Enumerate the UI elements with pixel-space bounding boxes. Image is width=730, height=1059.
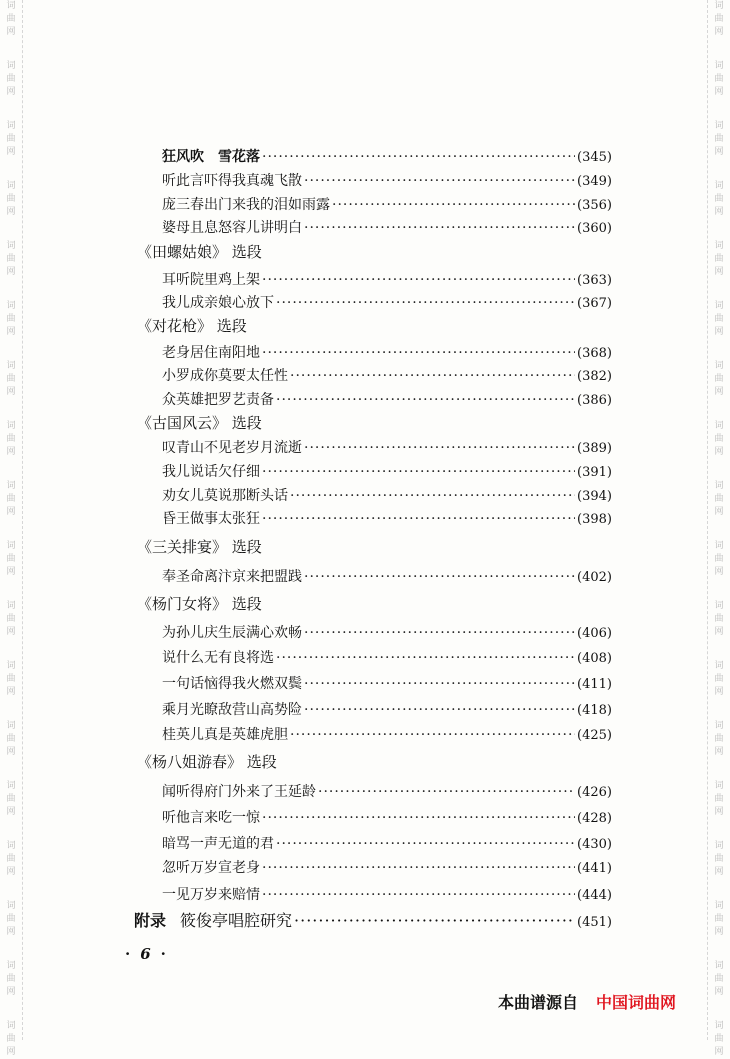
watermark-char: 曲: [714, 434, 724, 444]
watermark-char: 词: [6, 661, 16, 671]
toc-entry-title: 说什么无有良将选: [162, 650, 274, 666]
watermark-char: 词: [6, 721, 16, 731]
watermark-char: 词: [714, 601, 724, 611]
toc-entry-title: 昏王做事太张狂: [162, 511, 260, 527]
toc-entry[interactable]: [162, 342, 612, 362]
watermark-char: 网: [714, 387, 724, 397]
watermark-char: 词: [714, 61, 724, 71]
watermark-char: 词: [6, 901, 16, 911]
watermark-char: 曲: [714, 734, 724, 744]
watermark-char: 网: [6, 867, 16, 877]
toc-entry-title: 众英雄把罗艺责备: [162, 392, 274, 408]
toc-entry-title: 乘月光瞭敌营山高势险: [162, 702, 302, 718]
toc-entry[interactable]: [162, 269, 612, 289]
toc-entry-page: (444): [577, 888, 612, 903]
watermark-char: 网: [714, 807, 724, 817]
section-heading: 《对花枪》 选段: [137, 317, 247, 335]
watermark-char: 网: [6, 927, 16, 937]
watermark-char: 曲: [714, 974, 724, 984]
watermark-char: 词: [714, 181, 724, 191]
leader-dots: [290, 368, 575, 384]
toc-entry-title: 耳听院里鸡上架: [162, 272, 260, 288]
watermark-char: 网: [714, 267, 724, 277]
toc-entry[interactable]: [162, 485, 612, 505]
toc-entry-title: 奉圣命离汴京来把盟践: [162, 569, 302, 585]
watermark-char: 曲: [714, 494, 724, 504]
watermark-char: 词: [6, 301, 16, 311]
watermark-char: 网: [714, 567, 724, 577]
watermark-char: 曲: [714, 314, 724, 324]
watermark-char: 词: [714, 661, 724, 671]
toc-entry-page: (406): [577, 626, 612, 641]
watermark-char: 网: [6, 807, 16, 817]
watermark-char: 曲: [6, 974, 16, 984]
leader-dots: [304, 220, 575, 236]
toc-entry[interactable]: [162, 146, 612, 166]
leader-dots: [332, 197, 575, 213]
watermark-char: 网: [714, 867, 724, 877]
toc-entry-page: (402): [577, 570, 612, 585]
toc-entry-title: 桂英儿真是英雄虎胆: [162, 727, 288, 743]
watermark-char: 网: [714, 87, 724, 97]
watermark-char: 曲: [714, 794, 724, 804]
watermark-char: 网: [6, 447, 16, 457]
watermark-char: 曲: [6, 254, 16, 264]
leader-dots: [276, 836, 575, 852]
watermark-char: 网: [6, 687, 16, 697]
leader-dots: [262, 272, 575, 288]
watermark-char: 词: [714, 841, 724, 851]
watermark-char: 词: [6, 841, 16, 851]
leader-dots: [276, 295, 575, 311]
watermark-char: 曲: [714, 74, 724, 84]
brand-link[interactable]: 中国词曲网: [596, 993, 677, 1012]
section-heading: 《杨门女将》 选段: [137, 595, 262, 613]
toc-entry[interactable]: [162, 807, 612, 827]
toc-entry[interactable]: [162, 673, 612, 693]
page-dot: ·: [160, 945, 166, 963]
watermark-char: 词: [6, 61, 16, 71]
toc-entry[interactable]: [162, 833, 612, 853]
watermark-char: 网: [714, 987, 724, 997]
watermark-char: 词: [6, 1021, 16, 1031]
leader-dots: [290, 727, 575, 743]
leader-dots: [262, 464, 575, 480]
toc-entry[interactable]: [162, 365, 612, 385]
toc-entry-page: (382): [577, 369, 612, 384]
toc-entry[interactable]: [162, 194, 612, 214]
watermark-char: 曲: [6, 614, 16, 624]
watermark-char: 曲: [714, 14, 724, 24]
toc-entry-page: (418): [577, 703, 612, 718]
toc-entry-page: (398): [577, 512, 612, 527]
watermark-char: 曲: [714, 914, 724, 924]
watermark-char: 词: [714, 241, 724, 251]
toc-entry-page: (360): [577, 221, 612, 236]
watermark-char: 曲: [6, 194, 16, 204]
watermark-char: 曲: [6, 854, 16, 864]
watermark-char: 网: [714, 147, 724, 157]
watermark-char: 词: [6, 421, 16, 431]
toc-entry-page: (428): [577, 811, 612, 826]
toc-entry-page: (363): [577, 273, 612, 288]
leader-dots: [262, 511, 575, 527]
watermark-char: 曲: [6, 734, 16, 744]
toc-entry-page: (430): [577, 837, 612, 852]
toc-entry-page: (356): [577, 198, 612, 213]
toc-entry[interactable]: [162, 699, 612, 719]
watermark-char: 曲: [6, 794, 16, 804]
watermark-char: 词: [714, 1, 724, 11]
watermark-char: 网: [714, 507, 724, 517]
watermark-char: 词: [6, 601, 16, 611]
page-number: [115, 945, 176, 963]
toc-entry-title: 一见万岁来赔情: [162, 887, 260, 903]
section-heading: 《杨八姐游春》 选段: [137, 753, 277, 771]
watermark-char: 词: [714, 361, 724, 371]
toc-entry-page: (368): [577, 346, 612, 361]
watermark-char: 曲: [6, 134, 16, 144]
source-text: 本曲谱源自: [498, 993, 579, 1012]
appendix-title: 筱俊亭唱腔研究: [180, 911, 293, 930]
toc-entry-page: (391): [577, 465, 612, 480]
watermark-char: 网: [714, 687, 724, 697]
watermark-char: 网: [6, 327, 16, 337]
watermark-char: 网: [6, 507, 16, 517]
watermark-char: 网: [714, 27, 724, 37]
leader-dots: [304, 440, 575, 456]
watermark-char: 词: [714, 421, 724, 431]
toc-entry-page: (441): [577, 861, 612, 876]
toc-entry-title: 劝女儿莫说那断头话: [162, 488, 288, 504]
leader-dots: [262, 887, 575, 903]
watermark-char: 词: [714, 121, 724, 131]
watermark-char: 词: [714, 901, 724, 911]
watermark-char: 网: [714, 747, 724, 757]
watermark-char: 词: [6, 781, 16, 791]
appendix-page: (451): [577, 915, 612, 930]
watermark-char: 网: [6, 27, 16, 37]
leader-dots: [262, 860, 575, 876]
watermark-char: 曲: [714, 194, 724, 204]
toc-entry[interactable]: [162, 217, 612, 237]
toc-entry-title: 听此言吓得我真魂飞散: [162, 173, 302, 189]
watermark-char: 曲: [6, 674, 16, 684]
leader-dots: [290, 488, 575, 504]
watermark-char: 网: [6, 747, 16, 757]
watermark-char: 网: [714, 447, 724, 457]
leader-dots: [294, 911, 575, 930]
watermark-char: 曲: [6, 434, 16, 444]
watermark-char: 曲: [6, 374, 16, 384]
watermark-char: 曲: [714, 254, 724, 264]
watermark-char: 曲: [6, 1034, 16, 1044]
watermark-char: 曲: [714, 374, 724, 384]
appendix-entry[interactable]: [134, 908, 612, 931]
toc-entry-page: (386): [577, 393, 612, 408]
watermark-char: 网: [6, 567, 16, 577]
toc-entry-title: 我儿说话欠仔细: [162, 464, 260, 480]
watermark-char: 词: [6, 121, 16, 131]
leader-dots: [304, 702, 575, 718]
watermark-char: 词: [714, 481, 724, 491]
leader-dots: [262, 345, 575, 361]
toc-entry-title: 小罗成你莫要太任性: [162, 368, 288, 384]
section-heading: 《田螺姑娘》 选段: [137, 243, 262, 261]
toc-entry[interactable]: [162, 857, 612, 877]
toc-entry[interactable]: [162, 292, 612, 312]
leader-dots: [276, 650, 575, 666]
watermark-char: 词: [6, 961, 16, 971]
watermark-char: 网: [6, 1047, 16, 1057]
toc-entry[interactable]: [162, 389, 612, 409]
toc-entry-title: 婆母且息怒容儿讲明白: [162, 220, 302, 236]
toc-entry[interactable]: [162, 724, 612, 744]
watermark-char: 词: [714, 1021, 724, 1031]
source-footer: [498, 990, 676, 1013]
leader-dots: [304, 676, 575, 692]
section-heading: 《古国风云》 选段: [137, 414, 262, 432]
page-dot: ·: [125, 945, 131, 963]
toc-entry[interactable]: [162, 622, 612, 642]
page-number-value: 6: [140, 945, 151, 963]
watermark-char: 曲: [6, 494, 16, 504]
toc-entry-title: 叹青山不见老岁月流逝: [162, 440, 302, 456]
watermark-char: 网: [6, 267, 16, 277]
toc-entry-title: 我儿成亲娘心放下: [162, 295, 274, 311]
toc-entry[interactable]: [162, 508, 612, 528]
leader-dots: [304, 173, 575, 189]
watermark-char: 曲: [6, 314, 16, 324]
toc-entry-page: (349): [577, 174, 612, 189]
watermark-char: 词: [714, 781, 724, 791]
watermark-char: 曲: [714, 854, 724, 864]
toc-entry-title: 暗骂一声无道的君: [162, 836, 274, 852]
leader-dots: [262, 149, 575, 165]
watermark-char: 词: [6, 481, 16, 491]
toc-entry-page: (425): [577, 728, 612, 743]
toc-entry[interactable]: [162, 170, 612, 190]
watermark-char: 词: [714, 721, 724, 731]
watermark-char: 词: [6, 541, 16, 551]
watermark-char: 网: [714, 1047, 724, 1057]
watermark-char: 网: [714, 207, 724, 217]
watermark-char: 曲: [6, 554, 16, 564]
toc-entry-title: 听他言来吃一惊: [162, 810, 260, 826]
watermark-char: 曲: [714, 134, 724, 144]
toc-entry-page: (408): [577, 651, 612, 666]
watermark-char: 词: [714, 961, 724, 971]
appendix-label: 附录: [134, 911, 167, 930]
toc-entry-title: 一句话恼得我火燃双鬓: [162, 676, 302, 692]
toc-entry-title: 闻听得府门外来了王延龄: [162, 784, 316, 800]
toc-entry[interactable]: [162, 566, 612, 586]
watermark-char: 曲: [6, 14, 16, 24]
watermark-char: 词: [714, 301, 724, 311]
toc-entry-title: 忽听万岁宣老身: [162, 860, 260, 876]
toc-entry-page: (345): [577, 150, 612, 165]
toc-entry-page: (367): [577, 296, 612, 311]
toc-entry[interactable]: [162, 884, 612, 904]
toc-entry-title: 庞三春出门来我的泪如雨露: [162, 197, 330, 213]
toc-entry[interactable]: [162, 781, 612, 801]
watermark-char: 曲: [714, 554, 724, 564]
watermark-char: 网: [714, 927, 724, 937]
toc-entry-page: (394): [577, 489, 612, 504]
leader-dots: [262, 810, 575, 826]
watermark-char: 网: [714, 627, 724, 637]
toc-entry-title: 老身居住南阳地: [162, 345, 260, 361]
watermark-char: 网: [6, 87, 16, 97]
leader-dots: [304, 569, 575, 585]
leader-dots: [276, 392, 575, 408]
toc-entry[interactable]: [162, 437, 612, 457]
watermark-char: 曲: [714, 614, 724, 624]
watermark-char: 网: [6, 147, 16, 157]
section-heading: 《三关排宴》 选段: [137, 538, 262, 556]
watermark-char: 曲: [6, 74, 16, 84]
watermark-char: 网: [6, 987, 16, 997]
toc-entry-page: (411): [577, 677, 612, 692]
toc-entry[interactable]: [162, 647, 612, 667]
toc-entry[interactable]: [162, 461, 612, 481]
watermark-char: 网: [6, 207, 16, 217]
watermark-char: 词: [6, 1, 16, 11]
watermark-char: 曲: [6, 914, 16, 924]
watermark-char: 网: [6, 627, 16, 637]
watermark-char: 词: [6, 361, 16, 371]
toc-entry-title: 为孙儿庆生辰满心欢畅: [162, 625, 302, 641]
watermark-char: 词: [714, 541, 724, 551]
watermark-char: 词: [6, 181, 16, 191]
toc-entry-page: (426): [577, 785, 612, 800]
watermark-char: 曲: [714, 1034, 724, 1044]
watermark-char: 网: [714, 327, 724, 337]
toc-entry-title: 狂风吹 雪花落: [162, 149, 260, 165]
toc-entry-page: (389): [577, 441, 612, 456]
leader-dots: [304, 625, 575, 641]
watermark-char: 词: [6, 241, 16, 251]
watermark-char: 曲: [714, 674, 724, 684]
leader-dots: [318, 784, 575, 800]
watermark-char: 网: [6, 387, 16, 397]
